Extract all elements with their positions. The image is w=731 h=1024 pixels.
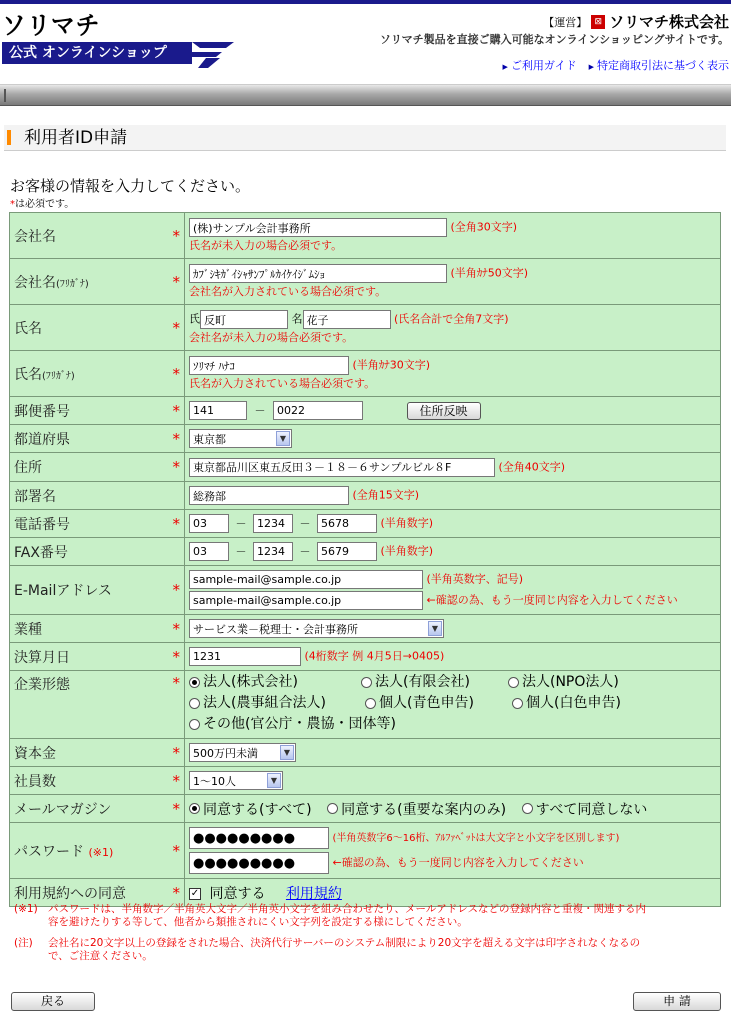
logo-sub-text: 公式 オンラインショップ [2,42,192,64]
fiscal-month-input[interactable] [189,647,301,666]
header-links [503,57,729,73]
page-title: 利用者ID申請 [4,125,726,151]
address-hint: (全角40文字) [498,460,566,473]
registration-form: 会社名 * (株)サンプル会計事務所 (全角30文字) 氏名が未入力の場合必須です。 会社名(ﾌﾘｶﾞﾅ) * ｶﾌﾞｼｷｶﾞｲｼｬｻﾝﾌﾟﾙｶｲｹｲｼﾞﾑｼｮ (半角ｶﾅ50文字) 会社名が入力されている場合必須です。 氏名 * 氏反町 名花子 (氏名合計で全角7文字) 会社名が未入力の場合必須です。 氏名(ﾌﾘｶﾞﾅ) * ｿﾘﾏﾁ ﾊﾅｺ (半角ｶﾅ30文字) 氏名が入力されている場合必須です。 郵便番号 * 141 － 0022 住所反映 都道府県 * 東京都 ▼ 住所 * 東京都品川区東五反田３－１８－６サンプルビル８F (全角40文字) 部署名 総務部 (全角15文字) 電話番号 * 03 － 1234 － 5678 (半角数字) FAX番号 03 － 1234 － 5679 (半角数字) E-Mailアドレス * sample-mail@sample.co.jp (半角英数字、記号) sample-mail@sample.co.jp ←確認の為、もう一度同じ内容を入力してください 業種 * サービス業－税理士・会計事務所 ▼ 決算月日 * 1231 (4桁数字 例 4月5日→0405) 企業形態 * 法人(株式会社) 法人(有限会社) 法人(NPO法人) 法人(農事組合法人) 個人(青色申告) 個人(白色申告) その他(官公庁・農協・団体等) 資本金 * 500万円未満 ▼ 社員数 * 1～10人 ▼ メールマガジン * 同意する(すべて) 同意する(重要な案内のみ) すべて同意しない パスワード (※1) * ●●●●●●●●● (半角英数字6～16桁、ｱﾙﾌｧﾍﾞｯﾄは大文字と小文字を区別します) ●●●●●●●●● ←確認の為、もう一度同じ内容を入力してください 利用規約への同意 * ✓ 同意する 利用規約 [9,212,721,907]
company-type-option-3[interactable]: 法人(農事組合法人) [189,694,353,713]
label-prefecture: 都道府県 * [10,425,185,453]
company-type-option-6[interactable]: その他(官公庁・農協・団体等) [189,715,396,734]
fax-input-3[interactable] [317,542,377,561]
radio-icon [512,698,523,709]
terms-checkbox[interactable]: ✓ [190,887,200,899]
label-postal: 郵便番号 * [10,397,185,425]
operator-tag: 【運営】 [543,15,588,29]
company-type-option-4[interactable]: 個人(青色申告) [365,694,500,713]
name-kana-hint: (半角ｶﾅ30文字) [352,358,431,372]
prefecture-select[interactable]: 東京都 ▼ [189,429,292,448]
label-name: 氏名 * [10,305,185,351]
phone-input-2[interactable] [253,514,293,533]
link-commercial-law[interactable]: ▶ 特定商取引法に基づく表示 [589,57,729,73]
label-address: 住所 * [10,453,185,482]
postal-input-2[interactable] [273,401,363,420]
email-input[interactable] [189,570,423,589]
phone-input-3[interactable] [317,514,377,533]
label-password: パスワード (※1) * [10,823,185,879]
radio-icon [189,719,200,730]
logo-main[interactable]: ソリマチ [2,11,101,40]
chevron-down-icon: ▼ [280,745,294,760]
radio-icon [327,803,338,814]
operator-name: ソリマチ株式会社 [609,13,729,31]
newsletter-option-2[interactable]: すべて同意しない [522,799,648,819]
radio-icon [189,698,200,709]
phone-input-1[interactable] [189,514,229,533]
fiscal-month-hint: (4桁数字 例 4月5日→0405) [304,649,445,663]
company-kana-input[interactable] [189,264,447,283]
radio-selected-icon [189,677,200,688]
department-hint: (全角15文字) [352,488,420,502]
label-email: E-Mailアドレス * [10,566,185,615]
radio-icon [508,677,519,688]
company-kana-hint: (半角ｶﾅ50文字) [450,266,529,280]
label-phone: 電話番号 * [10,510,185,538]
company-input[interactable] [189,218,447,237]
radio-icon [522,803,533,814]
label-newsletter: メールマガジン * [10,795,185,823]
label-fiscal-month: 決算月日 * [10,643,185,671]
required-note: *は必須です。 [10,199,75,210]
label-industry: 業種 * [10,615,185,643]
label-capital: 資本金 * [10,739,185,767]
password-input[interactable] [189,827,329,849]
company-hint: (全角30文字) [450,220,518,234]
tagline: ソリマチ製品を直接ご購入可能なオンラインショッピングサイトです。 [379,33,729,46]
name-hint: (氏名合計で全角7文字) [394,312,509,326]
password-confirm-input[interactable] [189,852,329,874]
phone-hint: (半角数字) [380,516,434,530]
company-type-option-2[interactable]: 法人(NPO法人) [508,673,619,692]
footnote-1: (※1) パスワードは、半角数字／半角英大文字／半角英小文字を組み合わせたり、メールアドレスなどの登録内容と重複・関連する内容を避けたりする等して、他者から類推されにくい文字列を設定する様にしてください。 [14,903,646,928]
newsletter-option-1[interactable]: 同意する(重要な案内のみ) [327,799,506,819]
department-input[interactable] [189,486,349,505]
back-button[interactable]: 戻る [11,992,95,1011]
label-department: 部署名 [10,482,185,510]
name-note: 会社名が未入力の場合必須です。 [189,331,354,344]
chevron-down-icon: ▼ [267,773,281,788]
footnote-2: (注) 会社名に20文字以上の登録をされた場合、決済代行サーバーのシステム制限により20文字を超える文字は印字されなくなるので、ご注意ください。 [14,937,641,962]
logo-swoosh-icon [186,42,234,68]
terms-checkbox-label[interactable]: 同意する [209,885,266,902]
address-input[interactable] [189,458,495,477]
radio-icon [365,698,376,709]
fax-input-2[interactable] [253,542,293,561]
apply-button[interactable]: 申 請 [633,992,721,1011]
last-name-input[interactable] [200,310,288,329]
company-mark-icon: ⊠ [591,15,605,29]
nav-bar [0,84,731,106]
password-confirm-hint: ←確認の為、もう一度同じ内容を入力してください [332,856,584,869]
radio-selected-icon [189,803,200,814]
chevron-down-icon: ▼ [276,431,290,446]
email-hint: (半角英数字、記号) [426,572,524,586]
chevron-down-icon: ▼ [428,621,442,636]
logo-sub[interactable] [2,42,234,68]
name-kana-input[interactable] [189,356,349,375]
postal-input-1[interactable] [189,401,247,420]
company-type-option-0[interactable]: 法人(株式会社) [189,673,349,692]
footnotes [14,903,654,971]
password-hint: (半角英数字6～16桁、ｱﾙﾌｧﾍﾞｯﾄは大文字と小文字を区別します) [332,833,620,844]
label-employees: 社員数 * [10,767,185,795]
employees-select[interactable]: 1～10人 ▼ [189,771,283,790]
required-mark: * [10,199,15,210]
label-terms: 利用規約への同意 * [10,879,185,907]
top-border [0,0,731,4]
operator [543,11,729,32]
newsletter-option-0[interactable]: 同意する(すべて) [189,799,312,819]
company-note: 氏名が未入力の場合必須です。 [189,239,343,252]
company-type-option-1[interactable]: 法人(有限会社) [361,673,496,692]
label-company-kana: 会社名(ﾌﾘｶﾞﾅ) * [10,259,185,305]
email-confirm-hint: ←確認の為、もう一度同じ内容を入力してください [426,593,678,607]
terms-link[interactable]: 利用規約 [285,885,342,902]
instruction: お客様の情報を入力してください。 [10,177,251,195]
industry-select[interactable]: サービス業－税理士・会計事務所 ▼ [189,619,444,638]
label-name-kana: 氏名(ﾌﾘｶﾞﾅ) * [10,351,185,397]
link-guide[interactable]: ▶ ご利用ガイド [503,57,577,73]
first-name-input[interactable] [303,310,391,329]
company-type-option-5[interactable]: 個人(白色申告) [512,694,621,713]
name-kana-note: 氏名が入力されている場合必須です。 [189,377,376,390]
label-company-type: 企業形態 * [10,671,185,739]
address-fill-button[interactable]: 住所反映 [407,402,481,420]
fax-hint: (半角数字) [380,544,434,558]
label-company: 会社名 * [10,213,185,259]
fax-input-1[interactable] [189,542,229,561]
email-confirm-input[interactable] [189,591,423,610]
company-kana-note: 会社名が入力されている場合必須です。 [189,285,387,298]
radio-icon [361,677,372,688]
capital-select[interactable]: 500万円未満 ▼ [189,743,296,762]
label-fax: FAX番号 [10,538,185,566]
